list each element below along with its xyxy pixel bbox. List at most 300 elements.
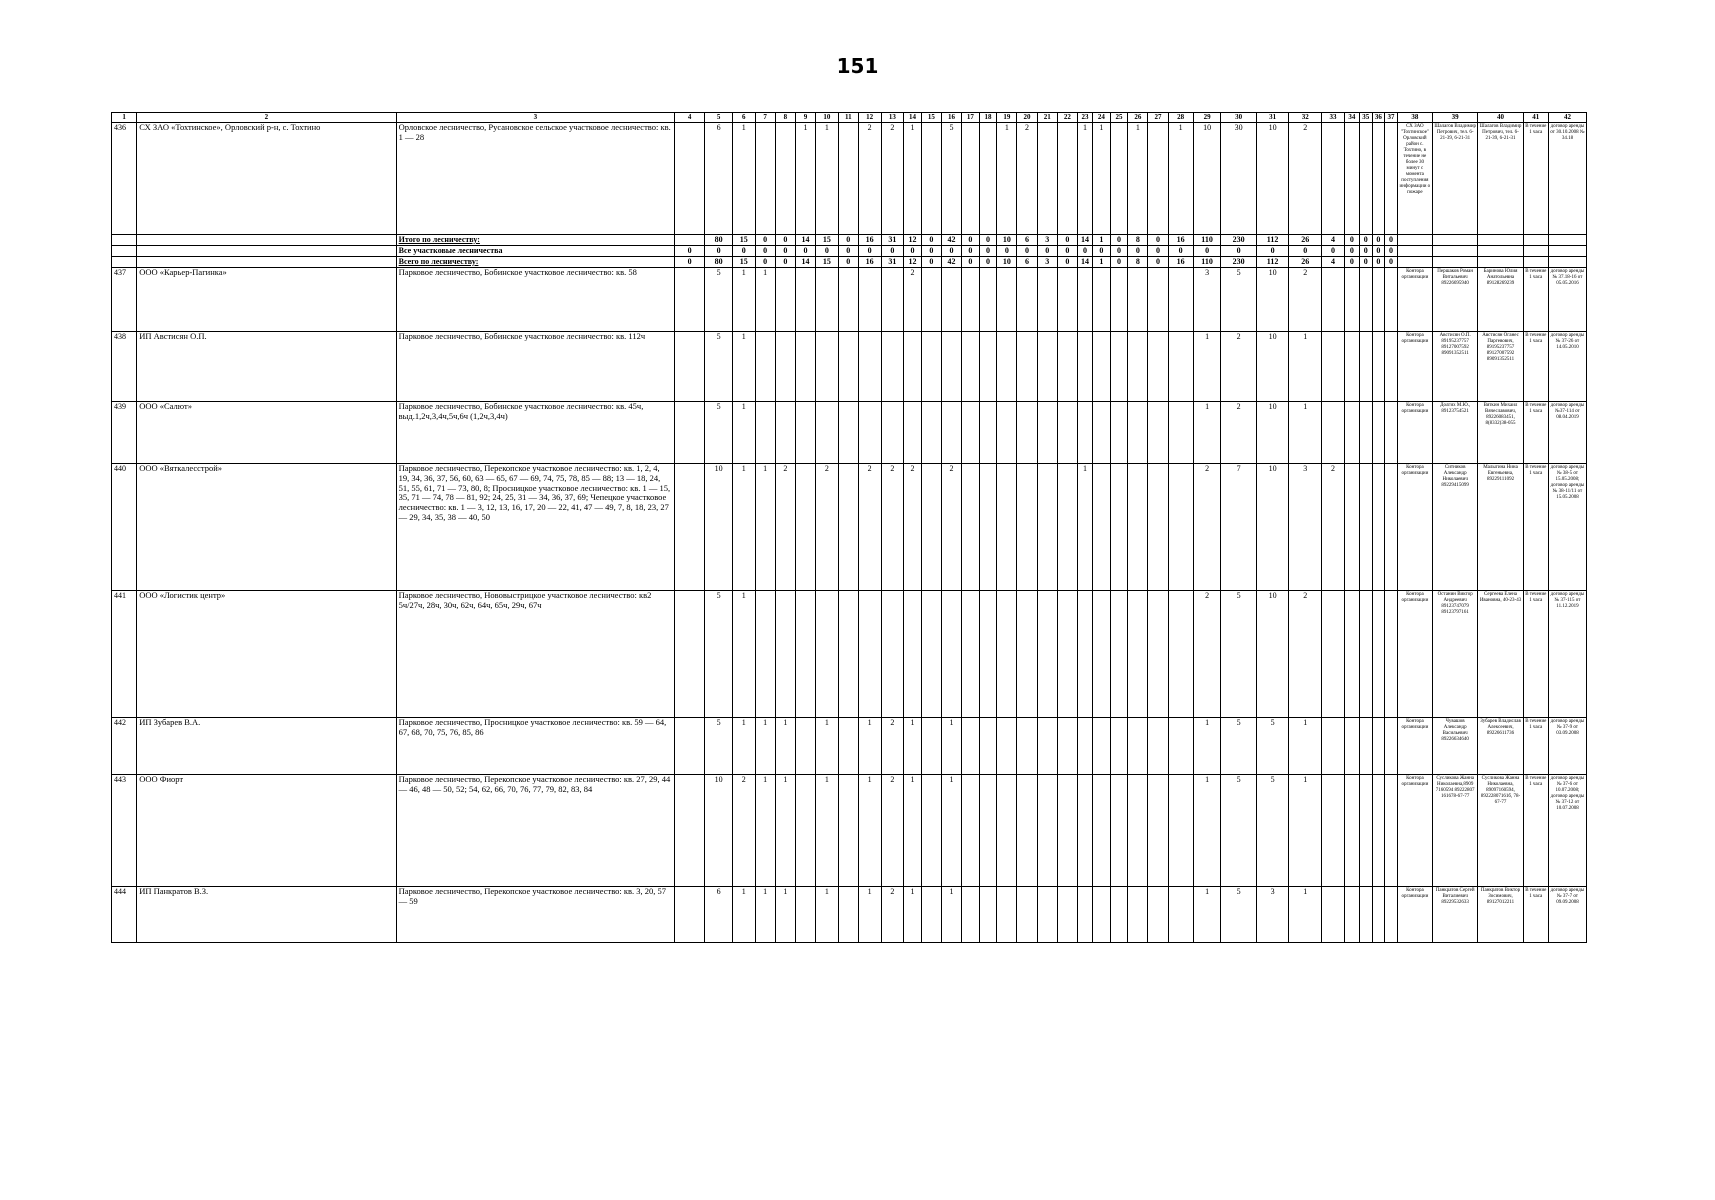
summary-value-cell: 0: [775, 257, 795, 268]
summary-value-cell: 16: [1168, 257, 1193, 268]
value-cell: [881, 268, 904, 332]
summary-value-cell: 16: [1168, 235, 1193, 246]
location-cell: Парковое лесничество, Нововыстрицкое участковое лесничество: кв2 5ч/27ч, 28ч, 30ч, 62ч, 64ч, 65ч, 29ч, 67ч: [396, 591, 674, 718]
summary-value-cell: 0: [962, 257, 980, 268]
column-number-cell: 22: [1057, 113, 1077, 123]
organization-cell: ООО «Вяткалесстрой»: [137, 464, 396, 591]
value-cell: [1148, 887, 1168, 943]
value-cell: [1372, 591, 1385, 718]
value-cell: 5: [1221, 718, 1256, 775]
contact-person-cell: Шалагов Владимир Петрович, тел. 6-21-39, 6-21-31: [1478, 123, 1523, 235]
value-cell: [997, 268, 1017, 332]
value-cell: 2: [1193, 464, 1221, 591]
value-cell: [1385, 775, 1398, 887]
value-cell: [997, 332, 1017, 402]
value-cell: [1344, 775, 1359, 887]
value-cell: [1128, 775, 1148, 887]
location-cell: Парковое лесничество, Просницкое участковое лесничество: кв. 59 — 64, 67, 68, 70, 75, 76, 85, 86: [396, 718, 674, 775]
lease-contract-cell: договор аренды №37-114 от 08.04.2019: [1548, 402, 1586, 464]
value-cell: [1110, 123, 1128, 235]
value-cell: 5: [1256, 718, 1289, 775]
column-number-cell: 5: [705, 113, 733, 123]
empty-cell: [1478, 235, 1523, 246]
summary-value-cell: 31: [881, 257, 904, 268]
summary-value-cell: 0: [881, 246, 904, 257]
value-cell: [1168, 332, 1193, 402]
summary-value-cell: 0: [838, 246, 858, 257]
summary-value-cell: 0: [1110, 235, 1128, 246]
value-cell: [1128, 464, 1148, 591]
summary-value-cell: 0: [1385, 246, 1398, 257]
summary-value-cell: 10: [997, 235, 1017, 246]
value-cell: 10: [1256, 123, 1289, 235]
value-cell: 1: [732, 591, 755, 718]
value-cell: 1: [1289, 332, 1322, 402]
value-cell: [755, 591, 775, 718]
column-number-cell: 24: [1093, 113, 1111, 123]
summary-value-cell: 1: [1093, 235, 1111, 246]
empty-cell: [1523, 235, 1548, 246]
value-cell: [1372, 718, 1385, 775]
value-cell: [1372, 123, 1385, 235]
summary-value-cell: 0: [1372, 257, 1385, 268]
value-cell: [1037, 718, 1057, 775]
value-cell: [979, 123, 997, 235]
value-cell: [979, 268, 997, 332]
value-cell: 1: [904, 887, 922, 943]
value-cell: 1: [1093, 123, 1111, 235]
summary-value-cell: 26: [1289, 257, 1322, 268]
summary-value-cell: 15: [732, 257, 755, 268]
column-number-cell: 15: [921, 113, 941, 123]
value-cell: 2: [1289, 268, 1322, 332]
value-cell: 2: [904, 268, 922, 332]
summary-value-cell: 4: [1322, 235, 1345, 246]
organization-cell: ООО «Карьер-Пагинка»: [137, 268, 396, 332]
column-number-cell: 11: [838, 113, 858, 123]
value-cell: [921, 402, 941, 464]
column-number-cell: 36: [1372, 113, 1385, 123]
value-cell: [675, 402, 705, 464]
summary-value-cell: 0: [1128, 246, 1148, 257]
value-cell: [795, 591, 815, 718]
value-cell: [1385, 268, 1398, 332]
column-number-cell: 3: [396, 113, 674, 123]
value-cell: [1093, 887, 1111, 943]
column-number-cell: 23: [1077, 113, 1092, 123]
table-row: [112, 402, 1587, 464]
value-cell: [1093, 268, 1111, 332]
summary-value-cell: 0: [732, 246, 755, 257]
value-cell: 3: [1256, 887, 1289, 943]
page-number: 151: [836, 54, 879, 78]
responsible-person-cell: Шалагов Владимир Петрович, тел. 6-21-39, 6-21-31: [1433, 123, 1478, 235]
arrival-time-cell: В течение 1 часа: [1523, 887, 1548, 943]
value-cell: [1148, 775, 1168, 887]
summary-value-cell: 0: [1359, 246, 1372, 257]
value-cell: 1: [941, 718, 961, 775]
row-number-cell: 437: [112, 268, 137, 332]
arrival-time-cell: В течение 1 часа: [1523, 591, 1548, 718]
value-cell: [838, 402, 858, 464]
value-cell: [941, 402, 961, 464]
value-cell: [921, 591, 941, 718]
value-cell: [858, 332, 881, 402]
column-number-cell: 32: [1289, 113, 1322, 123]
value-cell: [997, 402, 1017, 464]
value-cell: [1344, 591, 1359, 718]
value-cell: [1168, 591, 1193, 718]
value-cell: [1372, 402, 1385, 464]
value-cell: 5: [1221, 268, 1256, 332]
value-cell: [997, 775, 1017, 887]
value-cell: [1093, 332, 1111, 402]
value-cell: [775, 591, 795, 718]
lease-contract-cell: договор аренды № 37-9 от 03.09.2008: [1548, 718, 1586, 775]
value-cell: 2: [1289, 591, 1322, 718]
value-cell: [921, 464, 941, 591]
summary-value-cell: 0: [1057, 257, 1077, 268]
value-cell: 2: [858, 123, 881, 235]
value-cell: 1: [816, 718, 839, 775]
summary-value-cell: 31: [881, 235, 904, 246]
summary-value-cell: 15: [816, 257, 839, 268]
column-number-cell: 1: [112, 113, 137, 123]
value-cell: 2: [1193, 591, 1221, 718]
empty-cell: [112, 257, 137, 268]
table-row: [112, 268, 1587, 332]
arrival-time-cell: В течение 1 часа: [1523, 464, 1548, 591]
summary-value-cell: 230: [1221, 235, 1256, 246]
value-cell: [881, 591, 904, 718]
column-number-cell: 40: [1478, 113, 1523, 123]
value-cell: [1344, 332, 1359, 402]
summary-value-cell: 0: [838, 235, 858, 246]
summary-value-cell: 0: [775, 246, 795, 257]
value-cell: 1: [816, 887, 839, 943]
value-cell: [979, 887, 997, 943]
location-cell: Парковое лесничество, Перекопское участковое лесничество: кв. 3, 20, 57 — 59: [396, 887, 674, 943]
value-cell: 1: [795, 123, 815, 235]
summary-value-cell: 0: [1385, 235, 1398, 246]
summary-value-cell: 0: [1110, 257, 1128, 268]
value-cell: [1093, 775, 1111, 887]
value-cell: [979, 775, 997, 887]
location-cell: Парковое лесничество, Перекопское участковое лесничество: кв. 27, 29, 44 — 46, 48 — 50, 52; 54, 62, 66, 70, 76, 77, 79, 82, 83, 84: [396, 775, 674, 887]
value-cell: 1: [1289, 887, 1322, 943]
value-cell: 10: [1256, 591, 1289, 718]
location-contact-cell: Контора организации: [1397, 591, 1432, 718]
value-cell: 1: [732, 718, 755, 775]
arrival-time-cell: В течение 1 часа: [1523, 268, 1548, 332]
lease-contract-cell: договор аренды № 37-7 от 09.09.2008: [1548, 887, 1586, 943]
summary-value-cell: 14: [795, 257, 815, 268]
value-cell: [1110, 464, 1128, 591]
value-cell: [921, 332, 941, 402]
location-contact-cell: Контора организации: [1397, 268, 1432, 332]
column-number-cell: 33: [1322, 113, 1345, 123]
value-cell: [1093, 464, 1111, 591]
summary-value-cell: 0: [921, 246, 941, 257]
value-cell: [755, 123, 775, 235]
value-cell: [1017, 775, 1037, 887]
column-number-cell: 10: [816, 113, 839, 123]
value-cell: [838, 718, 858, 775]
value-cell: 10: [1256, 402, 1289, 464]
value-cell: 1: [755, 775, 775, 887]
contact-person-cell: Зубарев Владислав Алексеевич, 89226611736: [1478, 718, 1523, 775]
value-cell: [1168, 402, 1193, 464]
value-cell: 1: [1168, 123, 1193, 235]
value-cell: [1128, 887, 1148, 943]
value-cell: 2: [1017, 123, 1037, 235]
responsible-person-cell: Останин Виктор Андреевич 89123747079 89123797161: [1433, 591, 1478, 718]
value-cell: [1344, 268, 1359, 332]
summary-value-cell: 10: [997, 257, 1017, 268]
empty-cell: [112, 235, 137, 246]
value-cell: 1: [1128, 123, 1148, 235]
location-cell: Парковое лесничество, Бобинское участковое лесничество: кв. 45ч, выд.1,2ч,3,4ч,5ч,6ч (1,2ч,3,4ч): [396, 402, 674, 464]
summary-value-cell: 0: [1256, 246, 1289, 257]
location-contact-cell: СХ ЗАО "Тохтинское" Орловский район с. Тохтино, в течение не более 30 минут с момента поступления информации о пожаре: [1397, 123, 1432, 235]
value-cell: [1344, 402, 1359, 464]
value-cell: [1017, 591, 1037, 718]
value-cell: [838, 591, 858, 718]
value-cell: [1168, 464, 1193, 591]
value-cell: 2: [881, 718, 904, 775]
value-cell: [1017, 402, 1037, 464]
summary-value-cell: 42: [941, 235, 961, 246]
column-number-cell: 31: [1256, 113, 1289, 123]
column-number-cell: 28: [1168, 113, 1193, 123]
value-cell: [795, 775, 815, 887]
column-number-cell: 13: [881, 113, 904, 123]
value-cell: [1037, 775, 1057, 887]
summary-value-cell: 12: [904, 257, 922, 268]
summary-value-cell: 0: [979, 235, 997, 246]
value-cell: [941, 591, 961, 718]
summary-value-cell: 0: [962, 235, 980, 246]
empty-cell: [1433, 235, 1478, 246]
location-contact-cell: Контора организации: [1397, 464, 1432, 591]
value-cell: 1: [858, 887, 881, 943]
value-cell: 2: [858, 464, 881, 591]
value-cell: 2: [881, 775, 904, 887]
value-cell: [1385, 591, 1398, 718]
value-cell: [1037, 464, 1057, 591]
column-number-cell: 30: [1221, 113, 1256, 123]
value-cell: [1359, 268, 1372, 332]
value-cell: [1359, 123, 1372, 235]
value-cell: [1093, 591, 1111, 718]
value-cell: 1: [732, 464, 755, 591]
value-cell: [1359, 591, 1372, 718]
value-cell: [1128, 591, 1148, 718]
summary-value-cell: 80: [705, 257, 733, 268]
value-cell: [962, 887, 980, 943]
value-cell: [1168, 268, 1193, 332]
value-cell: [921, 123, 941, 235]
responsible-person-cell: Панкратов Сергей Виталиевич 89229532633: [1433, 887, 1478, 943]
lease-contract-cell: договор аренды № 38-5 от 15.05.2008; договор аренды № 38-11/11 от 15.05.2008: [1548, 464, 1586, 591]
column-number-cell: 38: [1397, 113, 1432, 123]
value-cell: [1322, 268, 1345, 332]
column-number-cell: 8: [775, 113, 795, 123]
empty-cell: [137, 257, 396, 268]
value-cell: [1148, 332, 1168, 402]
value-cell: [1322, 123, 1345, 235]
value-cell: 10: [1193, 123, 1221, 235]
location-cell: Парковое лесничество, Перекопское участковое лесничество: кв. 1, 2, 4, 19, 34, 36, 37, 56, 60, 63 — 65, 67 — 69, 74, 75, 78, 85 — 88; 13 — 18, 24, 51, 55, 61, 71 — 73, 80, 8; Просницкое участковое лесничество: кв. 1 — 15, 35, 71 — 74, 78 — 81, 92; 24, 25, 31 — 34, 36, 37, 69; Чепецкое участковое лесничество: кв. 1 — 3, 12, 13, 16, 17, 20 — 22, 41, 47 — 49, 7, 8, 18, 23, 27 — 29, 34, 35, 38 — 40, 50: [396, 464, 674, 591]
value-cell: [1359, 464, 1372, 591]
value-cell: [1077, 718, 1092, 775]
value-cell: [775, 268, 795, 332]
value-cell: [1110, 268, 1128, 332]
lease-contract-cell: договор аренды от 30.10.2008 № 34.18: [1548, 123, 1586, 235]
location-contact-cell: Контора организации: [1397, 332, 1432, 402]
summary-value-cell: 230: [1221, 257, 1256, 268]
empty-cell: [1548, 257, 1586, 268]
summary-value-cell: 14: [795, 235, 815, 246]
value-cell: 5: [1256, 775, 1289, 887]
value-cell: [921, 775, 941, 887]
value-cell: [921, 268, 941, 332]
value-cell: [1057, 402, 1077, 464]
summary-value-cell: 0: [1344, 235, 1359, 246]
row-number-cell: 440: [112, 464, 137, 591]
value-cell: 5: [1221, 887, 1256, 943]
contact-person-cell: Сусликова Жанна Николаевна, 89097160594, 89222807161б, 78-67-77: [1478, 775, 1523, 887]
lease-contract-cell: договор аренды № 37-6 от 10.07.2008; договор аренды № 37-12 от 10.07.2008: [1548, 775, 1586, 887]
table-row: [112, 464, 1587, 591]
column-number-cell: 37: [1385, 113, 1398, 123]
value-cell: 2: [1289, 123, 1322, 235]
value-cell: [675, 591, 705, 718]
value-cell: 1: [775, 718, 795, 775]
value-cell: [904, 402, 922, 464]
summary-value-cell: 0: [1077, 246, 1092, 257]
value-cell: 5: [1221, 775, 1256, 887]
value-cell: [962, 775, 980, 887]
organization-cell: ООО «Салют»: [137, 402, 396, 464]
empty-cell: [1478, 246, 1523, 257]
value-cell: [1017, 268, 1037, 332]
value-cell: 1: [1193, 775, 1221, 887]
value-cell: 1: [755, 464, 775, 591]
summary-value-cell: 14: [1077, 257, 1092, 268]
organization-cell: ИП Зубарев В.А.: [137, 718, 396, 775]
empty-cell: [1523, 246, 1548, 257]
value-cell: [1385, 123, 1398, 235]
summary-value-cell: 0: [1385, 257, 1398, 268]
value-cell: [1037, 332, 1057, 402]
column-number-cell: 16: [941, 113, 961, 123]
value-cell: [1168, 887, 1193, 943]
value-cell: 5: [705, 718, 733, 775]
column-number-cell: 19: [997, 113, 1017, 123]
value-cell: [962, 402, 980, 464]
value-cell: [962, 718, 980, 775]
value-cell: 1: [1193, 887, 1221, 943]
summary-value-cell: 0: [816, 246, 839, 257]
value-cell: 7: [1221, 464, 1256, 591]
column-number-cell: 39: [1433, 113, 1478, 123]
value-cell: 1: [732, 123, 755, 235]
summary-value-cell: 0: [1372, 246, 1385, 257]
value-cell: [1148, 402, 1168, 464]
summary-row: [112, 235, 1587, 246]
summary-value-cell: 80: [705, 235, 733, 246]
value-cell: [1148, 464, 1168, 591]
value-cell: [1110, 775, 1128, 887]
value-cell: [1322, 887, 1345, 943]
value-cell: 1: [755, 887, 775, 943]
value-cell: [1372, 268, 1385, 332]
summary-value-cell: 0: [1148, 235, 1168, 246]
value-cell: 1: [941, 775, 961, 887]
value-cell: [1372, 887, 1385, 943]
responsible-person-cell: Ситников Александр Николаевич 89229415099: [1433, 464, 1478, 591]
value-cell: [1322, 591, 1345, 718]
value-cell: 3: [1193, 268, 1221, 332]
empty-cell: [112, 246, 137, 257]
row-number-cell: 441: [112, 591, 137, 718]
value-cell: 1: [775, 775, 795, 887]
row-number-cell: 436: [112, 123, 137, 235]
value-cell: [1110, 887, 1128, 943]
value-cell: [1077, 775, 1092, 887]
lease-contract-cell: договор аренды № 37.18-16 от 05.05.2016: [1548, 268, 1586, 332]
arrival-time-cell: В течение 1 часа: [1523, 718, 1548, 775]
value-cell: 5: [705, 332, 733, 402]
summary-value-cell: 16: [858, 235, 881, 246]
summary-value-cell: 0: [979, 257, 997, 268]
value-cell: [795, 887, 815, 943]
summary-value-cell: 0: [1372, 235, 1385, 246]
summary-label-cell: Всего по лесничеству:: [396, 257, 674, 268]
table-row: [112, 887, 1587, 943]
location-cell: Орловское лесничество, Русановское сельское участковое лесничество: кв. 1 — 28: [396, 123, 674, 235]
value-cell: 1: [1289, 402, 1322, 464]
summary-value-cell: 16: [858, 257, 881, 268]
value-cell: [1037, 887, 1057, 943]
value-cell: 1: [941, 887, 961, 943]
value-cell: [1128, 332, 1148, 402]
summary-value-cell: 4: [1322, 257, 1345, 268]
value-cell: [675, 464, 705, 591]
value-cell: 10: [1256, 268, 1289, 332]
value-cell: [838, 775, 858, 887]
summary-value-cell: 110: [1193, 235, 1221, 246]
value-cell: 1: [997, 123, 1017, 235]
value-cell: [675, 332, 705, 402]
value-cell: [1057, 464, 1077, 591]
value-cell: 2: [775, 464, 795, 591]
location-contact-cell: Контора организации: [1397, 775, 1432, 887]
value-cell: [1057, 775, 1077, 887]
column-number-cell: 14: [904, 113, 922, 123]
table-row: [112, 591, 1587, 718]
value-cell: 1: [904, 718, 922, 775]
value-cell: [1359, 887, 1372, 943]
summary-value-cell: 112: [1256, 235, 1289, 246]
summary-value-cell: 0: [997, 246, 1017, 257]
value-cell: [1077, 268, 1092, 332]
row-number-cell: 443: [112, 775, 137, 887]
column-number-cell: 21: [1037, 113, 1057, 123]
value-cell: 1: [1193, 332, 1221, 402]
summary-value-cell: 0: [858, 246, 881, 257]
